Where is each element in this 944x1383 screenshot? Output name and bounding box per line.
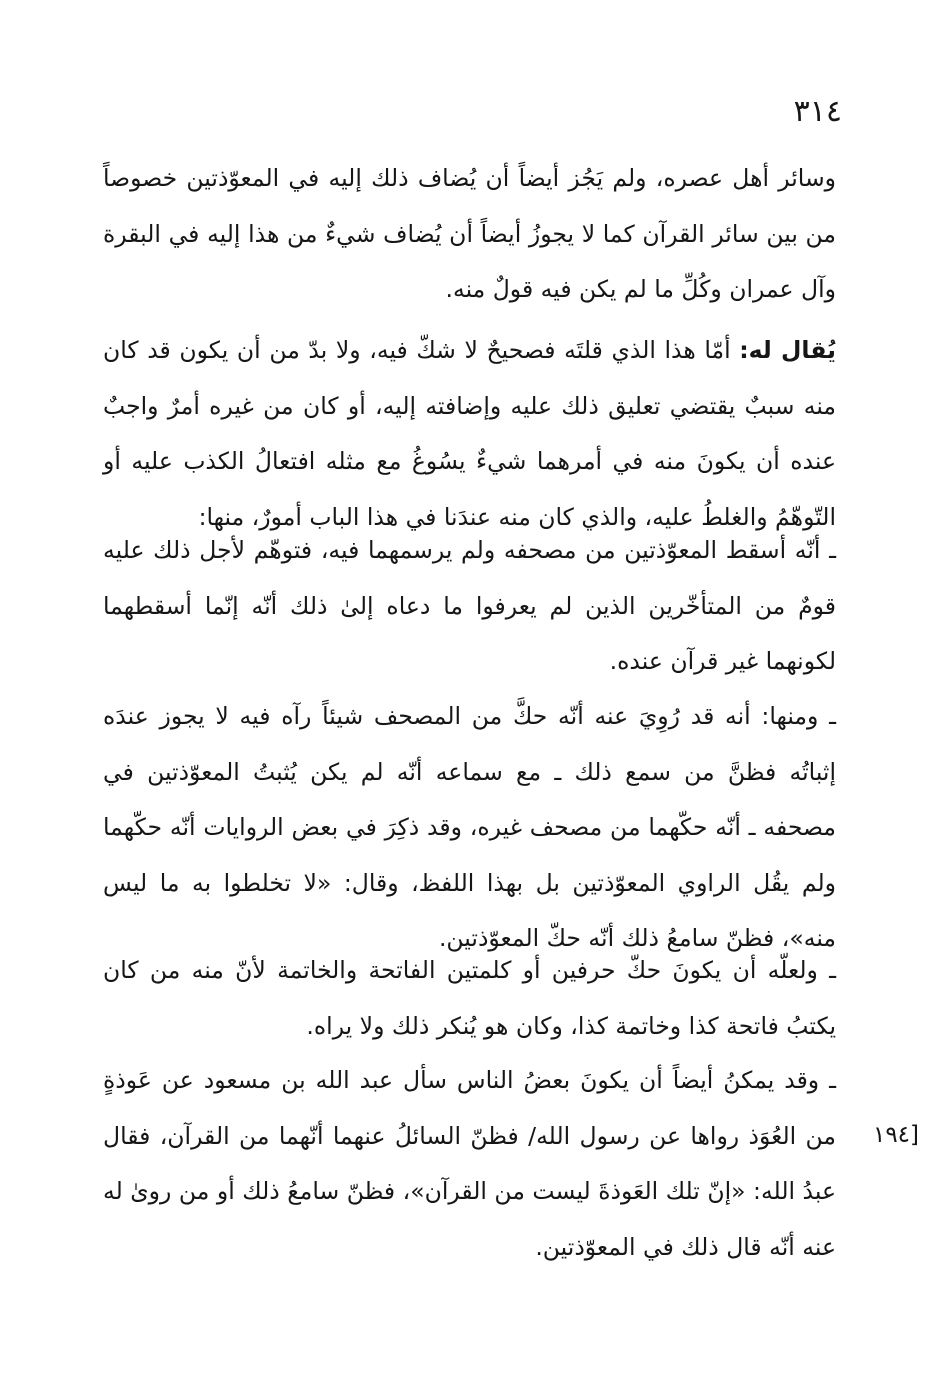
paragraph-2-text: أمّا هذا الذي قلتَه فصحيحٌ لا شكّ فيه، ولا بدّ من أن يكون قد كان منه سببٌ يقتضي تعليق ذلك عليه وإضافته إليه، أو كان من غيره أمرٌ واجبٌ عنده أن يكونَ منه في أمرهما شيءٌ يسُوغُ مع مثله افتعالُ الكذب عليه أو التّوهّمُ والغلطُ عليه، والذي كان منه عندَنا في هذا الباب أمورٌ، منها:: [103, 336, 836, 531]
paragraph-3: [103, 523, 836, 690]
paragraph-4: [103, 689, 836, 967]
paragraph-2-lead: يُقال له:: [739, 336, 836, 364]
page-number: ٣١٤: [793, 94, 842, 129]
paragraph-6-text: ـ وقد يمكنُ أيضاً أن يكونَ بعضُ الناس سأل عبد الله بن مسعود عن عَوذةٍ من العُوَذ رواها عن رسول الله/ فظنّ السائلُ عنهما أنّهما من القرآن، فقال عبدُ الله: «إنّ تلك العَوذةَ ليست من القرآن»، فظنّ سامعُ ذلك أو من روىٰ له عنه أنّه قال ذلك في المعوّذتين.: [103, 1066, 836, 1261]
marginal-page-reference: [١٩٤: [872, 1122, 920, 1148]
paragraph-3-text: ـ أنّه أسقط المعوّذتين من مصحفه ولم يرسمهما فيه، فتوهّم لأجل ذلك عليه قومٌ من المتأخّرين الذين لم يعرفوا ما دعاه إلىٰ ذلك أنّه إنّما أسقطهما لكونهما غير قرآن عنده.: [103, 536, 836, 675]
paragraph-1-text: وسائر أهل عصره، ولم يَجُز أيضاً أن يُضاف ذلك إليه في المعوّذتين خصوصاً من بين سائر القرآن كما لا يجوزُ أيضاً أن يُضاف شيءٌ من هذا إليه في البقرة وآل عمران وكُلِّ ما لم يكن فيه قولٌ منه.: [103, 164, 836, 303]
paragraph-1: [103, 151, 836, 318]
paragraph-6: [103, 1053, 836, 1275]
paragraph-5: [103, 943, 836, 1054]
paragraph-4-text: ـ ومنها: أنه قد رُوِيَ عنه أنّه حكَّ من المصحف شيئاً رآه فيه لا يجوز عندَه إثباتُه فظنَّ من سمع ذلك ـ مع سماعه أنّه لم يكن يُثبتُ المعوّذتين في مصحفه ـ أنّه حكّهما من مصحف غيره، وقد ذكِرَ في بعض الروايات أنّه حكّهما ولم يقُل الراوي المعوّذتين بل بهذا اللفظ، وقال: «لا تخلطوا به ما ليس منه»، فظنّ سامعُ ذلك أنّه حكّ المعوّذتين.: [103, 702, 836, 952]
paragraph-2: [103, 323, 836, 545]
paragraph-5-text: ـ ولعلّه أن يكونَ حكّ حرفين أو كلمتين الفاتحة والخاتمة لأنّ منه من كان يكتبُ فاتحة كذا وخاتمة كذا، وكان هو يُنكر ذلك ولا يراه.: [103, 956, 836, 1040]
